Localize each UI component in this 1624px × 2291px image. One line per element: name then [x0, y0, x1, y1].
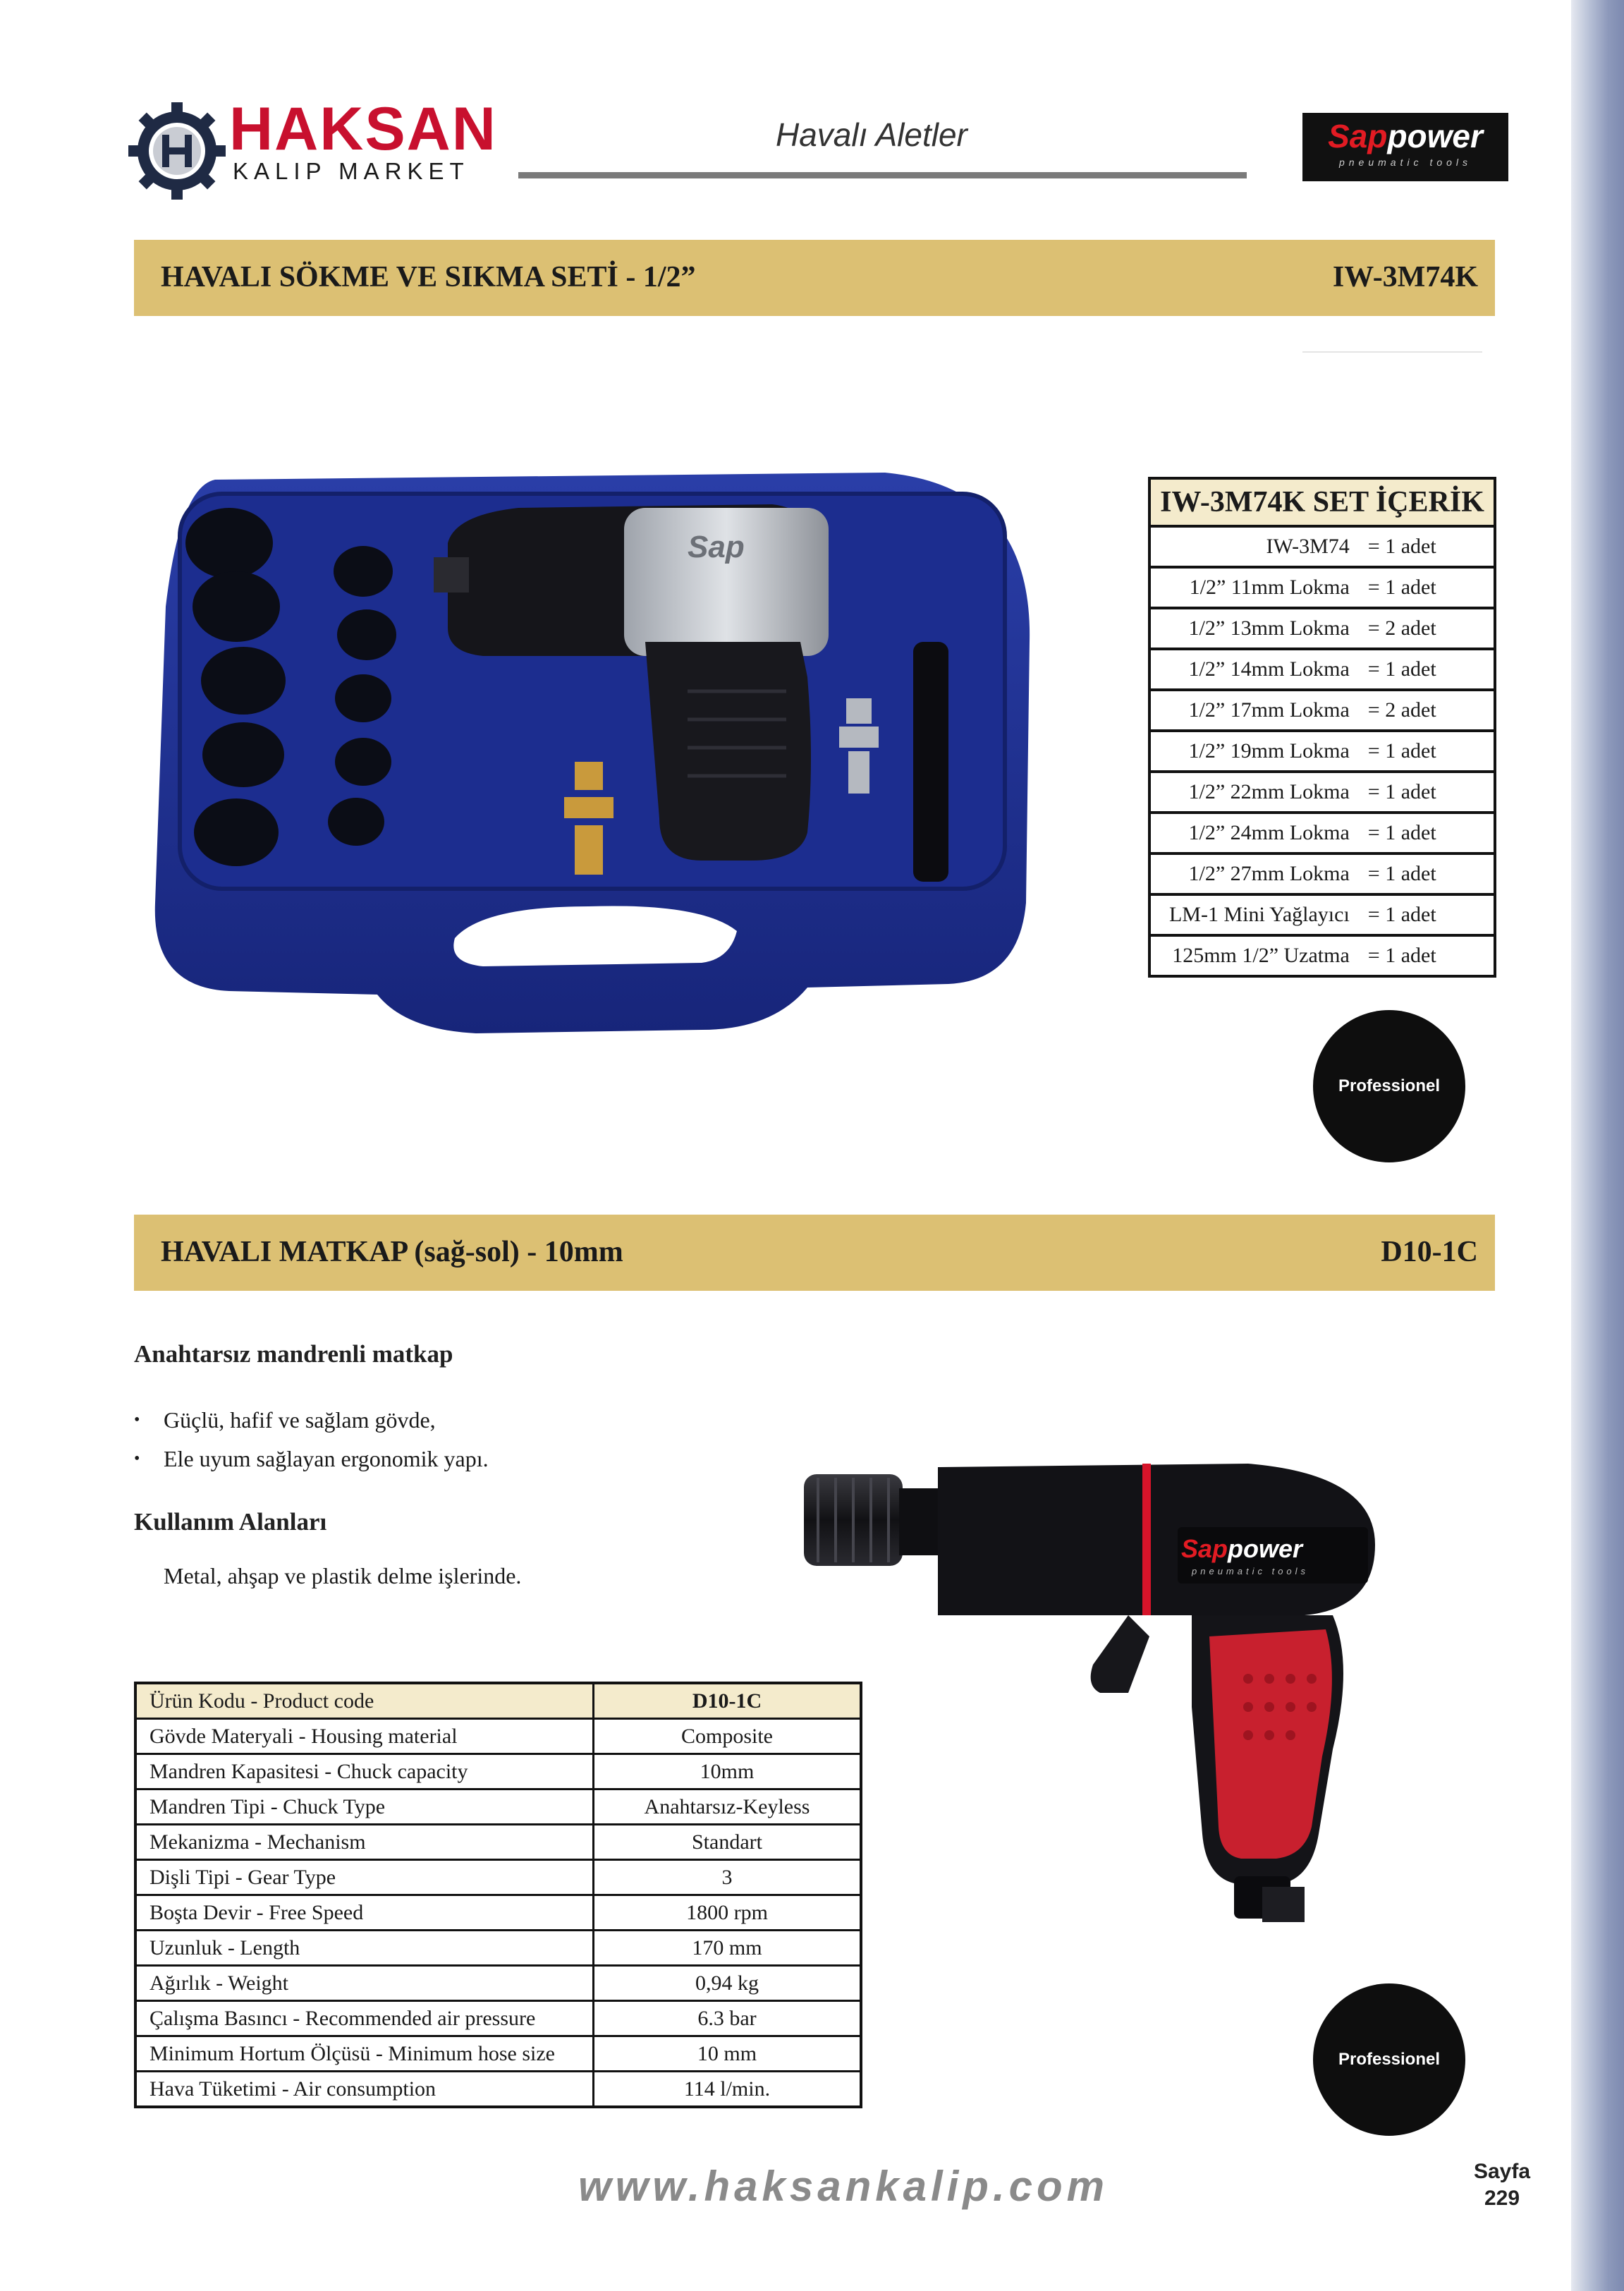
item-name: 1/2” 11mm Lokma	[1149, 567, 1364, 608]
section-title: Havalı Aletler	[776, 116, 967, 153]
item-qty: = 1 adet	[1364, 772, 1495, 813]
spec-value: 0,94 kg	[594, 1966, 862, 2001]
product2-code: D10-1C	[1381, 1236, 1478, 1268]
product1-title-bar	[134, 240, 1495, 316]
item-name: 1/2” 22mm Lokma	[1149, 772, 1364, 813]
spec-value: Anahtarsız-Keyless	[594, 1789, 862, 1825]
spec-label: Hava Tüketimi - Air consumption	[135, 2072, 594, 2108]
page-number	[1467, 2158, 1537, 2212]
website-link[interactable]: www.haksankalip.com	[578, 2163, 1109, 2210]
product2-title-end: - 10mm	[527, 1236, 623, 1268]
feature-list	[134, 1401, 489, 1478]
drill-logo-right: power	[1228, 1534, 1303, 1563]
item-qty: = 1 adet	[1364, 813, 1495, 853]
drill-logo-tagline: pneumatic tools	[1192, 1566, 1309, 1576]
impact-wrench-case-image	[152, 466, 1033, 1037]
logo-name-right: power	[1387, 118, 1483, 154]
item-qty: = 1 adet	[1364, 894, 1495, 935]
table-row	[1149, 731, 1495, 772]
drill-logo-left: Sap	[1181, 1534, 1228, 1563]
product2-subtitle: Anahtarsız mandrenli matkap	[134, 1340, 453, 1368]
table-row	[135, 1895, 861, 1931]
item-name: 1/2” 19mm Lokma	[1149, 731, 1364, 772]
product1-code: IW-3M74K	[1332, 261, 1478, 293]
bullet-icon: •	[134, 1450, 140, 1468]
spec-label: Gövde Materyali - Housing material	[135, 1719, 594, 1754]
item-qty: = 2 adet	[1364, 690, 1495, 731]
logo-name-left: Sap	[1328, 118, 1388, 154]
spec-label: Dişli Tipi - Gear Type	[135, 1860, 594, 1895]
spec-label: Uzunluk - Length	[135, 1931, 594, 1966]
brand-subtitle: KALIP MARKET	[233, 158, 470, 184]
item-name: 1/2” 17mm Lokma	[1149, 690, 1364, 731]
item-name: 1/2” 14mm Lokma	[1149, 649, 1364, 690]
item-qty: = 2 adet	[1364, 608, 1495, 649]
product2-title-paren: (sağ-sol)	[414, 1236, 520, 1268]
logo-tagline: pneumatic tools	[1338, 157, 1472, 168]
item-name: 125mm 1/2” Uzatma	[1149, 935, 1364, 976]
page-edge-decoration	[1571, 0, 1624, 2291]
spec-value: Standart	[594, 1825, 862, 1860]
spec-label: Boşta Devir - Free Speed	[135, 1895, 594, 1931]
spec-value: 3	[594, 1860, 862, 1895]
spec-value: 10 mm	[594, 2036, 862, 2072]
table-row	[135, 2001, 861, 2036]
usage-text: Metal, ahşap ve plastik delme işlerinde.	[164, 1563, 522, 1588]
air-drill-image	[797, 1453, 1382, 1933]
table-row	[1149, 894, 1495, 935]
spec-value: 1800 rpm	[594, 1895, 862, 1931]
professional-badge: Professionel	[1313, 1010, 1465, 1162]
item-name: 1/2” 24mm Lokma	[1149, 813, 1364, 853]
divider-line	[1302, 351, 1482, 353]
item-name: LM-1 Mini Yağlayıcı	[1149, 894, 1364, 935]
product2-title-main: HAVALI MATKAP	[161, 1236, 407, 1268]
drill-logo-text	[1181, 1534, 1304, 1563]
table-row	[135, 1754, 861, 1789]
table-row	[135, 1931, 861, 1966]
spec-value: 170 mm	[594, 1931, 862, 1966]
table-row	[135, 2036, 861, 2072]
usage-title: Kullanım Alanları	[134, 1508, 327, 1536]
table-row	[135, 1683, 861, 1719]
table-row	[135, 1825, 861, 1860]
table-row	[1149, 935, 1495, 976]
item-qty: = 1 adet	[1364, 853, 1495, 894]
table-row	[1149, 608, 1495, 649]
product1-title: HAVALI SÖKME VE SIKMA SETİ - 1/2”	[161, 261, 696, 293]
feature-text: Ele uyum sağlayan ergonomik yapı.	[164, 1446, 489, 1471]
table-row	[1149, 690, 1495, 731]
item-name: IW-3M74	[1149, 526, 1364, 567]
item-qty: = 1 adet	[1364, 731, 1495, 772]
spec-label: Minimum Hortum Ölçüsü - Minimum hose size	[135, 2036, 594, 2072]
spec-value: Composite	[594, 1719, 862, 1754]
spec-value: 6.3 bar	[594, 2001, 862, 2036]
spec-label: Mekanizma - Mechanism	[135, 1825, 594, 1860]
bullet-icon: •	[134, 1411, 140, 1429]
brand-name: HAKSAN	[229, 95, 497, 163]
spec-value: 114 l/min.	[594, 2072, 862, 2108]
header-divider	[518, 172, 1247, 178]
product2-title	[161, 1237, 623, 1267]
table-row	[1149, 567, 1495, 608]
item-qty: = 1 adet	[1364, 935, 1495, 976]
table-row	[1149, 649, 1495, 690]
haksan-gear-logo-icon	[128, 102, 226, 200]
table-row	[1149, 813, 1495, 853]
page-value: 229	[1484, 2187, 1520, 2210]
item-name: 1/2” 13mm Lokma	[1149, 608, 1364, 649]
item-qty: = 1 adet	[1364, 649, 1495, 690]
item-name: 1/2” 27mm Lokma	[1149, 853, 1364, 894]
professional-badge: Professionel	[1313, 1983, 1465, 2136]
sappower-logo	[1302, 113, 1508, 181]
spec-value: 10mm	[594, 1754, 862, 1789]
product2-title-bar	[134, 1215, 1495, 1291]
set-contents-table	[1148, 477, 1496, 978]
table-row	[1149, 526, 1495, 567]
spec-label: Mandren Tipi - Chuck Type	[135, 1789, 594, 1825]
set-table-header: IW-3M74K SET İÇERİK	[1149, 478, 1495, 526]
item-qty: = 1 adet	[1364, 567, 1495, 608]
table-row	[1149, 772, 1495, 813]
spec-label: Ağırlık - Weight	[135, 1966, 594, 2001]
feature-text: Güçlü, hafif ve sağlam gövde,	[164, 1407, 436, 1433]
table-row	[135, 2072, 861, 2108]
table-row	[1149, 853, 1495, 894]
page-label: Sayfa	[1473, 2160, 1531, 2183]
list-item	[134, 1401, 489, 1440]
table-row	[135, 1860, 861, 1895]
table-row	[135, 1719, 861, 1754]
case-brand-text: Sap	[688, 530, 745, 564]
spec-value: D10-1C	[594, 1683, 862, 1719]
spec-table	[134, 1682, 862, 2108]
spec-label: Ürün Kodu - Product code	[135, 1683, 594, 1719]
table-row	[135, 1966, 861, 2001]
table-row	[135, 1789, 861, 1825]
spec-label: Mandren Kapasitesi - Chuck capacity	[135, 1754, 594, 1789]
spec-label: Çalışma Basıncı - Recommended air pressure	[135, 2001, 594, 2036]
list-item	[134, 1440, 489, 1478]
item-qty: = 1 adet	[1364, 526, 1495, 567]
